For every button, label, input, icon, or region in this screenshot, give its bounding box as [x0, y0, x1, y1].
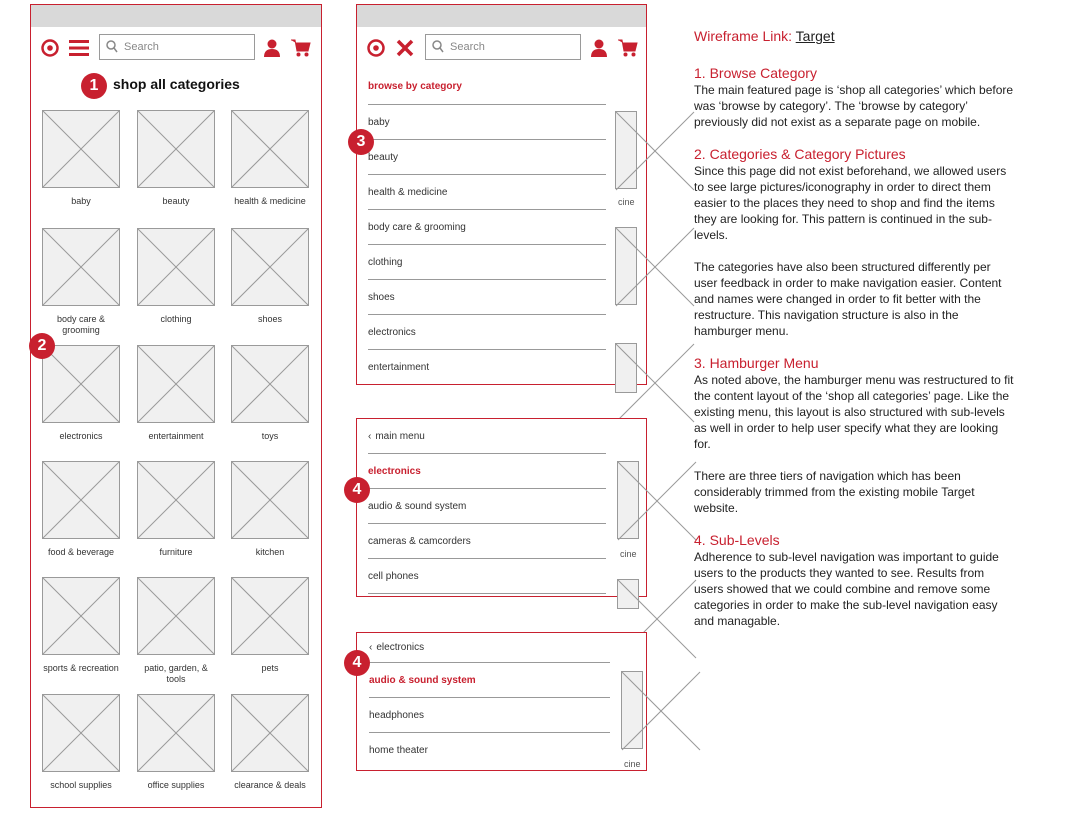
cart-icon[interactable]	[291, 39, 311, 62]
section-2-body: Since this page did not exist beforehand, we allowed users to see large pictures/iconography in order to direct them easier to the places they need to shop and find the items they are looking for. This pattern is continued in the sub-levels.	[694, 164, 1007, 242]
category-tile[interactable]	[231, 577, 309, 655]
category-label[interactable]: kitchen	[255, 547, 285, 557]
category-tile[interactable]	[231, 228, 309, 306]
annotation-badge-3: 3	[348, 129, 374, 155]
annotation-badge-4b: 4	[344, 650, 370, 676]
category-label[interactable]: entertainment	[148, 431, 204, 441]
image-placeholder-icon	[43, 578, 119, 654]
section-4-body: Adherence to sub-level navigation was important to guide users to the products they wanted to see. Results from users showed that we could combine and remove some categories in order to make the sub-level navigation easy and managable.	[694, 550, 999, 628]
menu-item-baby[interactable]: baby	[368, 105, 606, 140]
menu-item-shoes[interactable]: shoes	[368, 280, 606, 315]
menu-item-cell-phones[interactable]: cell phones	[368, 559, 606, 594]
category-tile[interactable]	[42, 228, 120, 306]
account-icon[interactable]	[264, 39, 280, 62]
wireframe-link[interactable]: Target	[795, 28, 835, 44]
search-input[interactable]	[425, 34, 581, 60]
peek-label: cine	[620, 549, 637, 559]
image-placeholder-icon	[138, 462, 214, 538]
target-logo-icon[interactable]	[41, 39, 59, 62]
image-placeholder-icon	[232, 695, 308, 771]
status-bar	[31, 5, 321, 27]
screen-electronics-sublevel	[352, 418, 647, 597]
section-3-body: As noted above, the hamburger menu was restructured to fit the content layout of the ‘shop all categories’ page. Like the existing menu, this layout is also structured with sub-levels as well in order to help user specify what they are looking for.	[694, 373, 1014, 451]
peek-tile	[615, 227, 637, 305]
sublevel-menu-list	[369, 633, 610, 768]
section-3-title: 3. Hamburger Menu	[694, 355, 819, 371]
image-placeholder-icon	[232, 229, 308, 305]
category-tile[interactable]	[42, 461, 120, 539]
category-label[interactable]: electronics	[59, 431, 103, 441]
chevron-left-icon: ‹	[368, 430, 372, 442]
back-to-main-menu[interactable]	[368, 419, 606, 454]
menu-item-headphones[interactable]: headphones	[369, 698, 610, 733]
category-tile[interactable]	[231, 110, 309, 188]
back-label: electronics	[376, 642, 425, 653]
screen-shop-all-categories	[30, 4, 322, 808]
menu-item-audio[interactable]: audio & sound system	[368, 489, 606, 524]
category-label[interactable]: school supplies	[50, 780, 112, 790]
screen-audio-sublevel	[352, 632, 647, 771]
category-tile[interactable]	[42, 694, 120, 772]
image-placeholder-icon	[138, 229, 214, 305]
category-tile[interactable]	[137, 345, 215, 423]
peek-tile	[617, 579, 639, 609]
category-label[interactable]: patio, garden, & tools	[144, 663, 208, 684]
category-tile[interactable]	[231, 345, 309, 423]
chevron-left-icon: ‹	[369, 642, 373, 653]
category-label[interactable]: office supplies	[147, 780, 205, 790]
peek-tile	[617, 461, 639, 539]
screen-hamburger-menu	[356, 4, 647, 385]
menu-item-electronics[interactable]: electronics	[368, 315, 606, 350]
category-tile[interactable]	[231, 461, 309, 539]
peek-label: cine	[618, 197, 635, 207]
image-placeholder-icon	[232, 111, 308, 187]
section-4-title: 4. Sub-Levels	[694, 532, 780, 548]
search-placeholder: Search	[124, 41, 159, 53]
image-placeholder-icon	[138, 578, 214, 654]
category-label[interactable]: health & medicine	[234, 196, 306, 206]
category-label[interactable]: clothing	[160, 314, 192, 324]
category-label[interactable]: beauty	[162, 196, 190, 206]
section-2-title: 2. Categories & Category Pictures	[694, 146, 906, 162]
menu-item-beauty[interactable]: beauty	[368, 140, 606, 175]
menu-item-clothing[interactable]: clothing	[368, 245, 606, 280]
image-placeholder-icon	[43, 462, 119, 538]
category-label[interactable]: pets	[261, 663, 279, 673]
category-label[interactable]: furniture	[159, 547, 193, 557]
image-placeholder-icon	[43, 229, 119, 305]
close-icon[interactable]	[397, 40, 413, 61]
section-1-body: The main featured page is ‘shop all categories’ which before was ‘browse by category’. The ‘browse by category’ previously did not exist as a separate page on mobile.	[694, 83, 1014, 129]
hamburger-menu-icon[interactable]	[69, 39, 89, 62]
menu-item-body-care[interactable]: body care & grooming	[368, 210, 606, 245]
peek-tile	[615, 111, 637, 189]
sublevel-heading: audio & sound system	[369, 663, 610, 698]
menu-item-health[interactable]: health & medicine	[368, 175, 606, 210]
annotation-badge-2: 2	[29, 333, 55, 359]
category-tile[interactable]	[137, 577, 215, 655]
category-label[interactable]: shoes	[257, 314, 283, 324]
category-label[interactable]: body care & grooming	[56, 314, 106, 335]
category-label[interactable]: sports & recreation	[43, 663, 119, 673]
cart-icon[interactable]	[618, 39, 638, 62]
annotation-badge-4: 4	[344, 477, 370, 503]
image-placeholder-icon	[138, 111, 214, 187]
menu-item-entertainment[interactable]: entertainment	[368, 362, 430, 373]
search-icon	[106, 40, 118, 54]
search-placeholder: Search	[450, 41, 485, 53]
category-menu-list	[368, 69, 606, 385]
image-placeholder-icon	[138, 695, 214, 771]
back-to-electronics[interactable]	[369, 633, 610, 663]
category-label[interactable]: toys	[261, 431, 279, 441]
back-label: main menu	[375, 430, 425, 442]
sublevel-heading: electronics	[368, 454, 606, 489]
category-label[interactable]: clearance & deals	[234, 780, 306, 790]
menu-heading: browse by category	[368, 69, 606, 105]
category-label[interactable]: baby	[71, 196, 91, 206]
category-tile[interactable]	[137, 110, 215, 188]
peek-label: cine	[624, 759, 641, 769]
category-tile[interactable]	[42, 110, 120, 188]
image-placeholder-icon	[43, 695, 119, 771]
account-icon[interactable]	[591, 39, 607, 62]
wireframe-label: Wireframe Link:	[694, 28, 793, 44]
category-tile[interactable]	[137, 461, 215, 539]
sublevel-menu-list	[368, 419, 606, 594]
section-1-title: 1. Browse Category	[694, 65, 817, 81]
search-icon	[432, 40, 444, 54]
status-bar	[357, 5, 646, 27]
peek-tile	[621, 671, 643, 749]
page-title: shop all categories	[113, 76, 240, 92]
wireframe-link-line	[694, 28, 1014, 45]
category-label[interactable]: food & beverage	[47, 547, 115, 557]
image-placeholder-icon	[43, 346, 119, 422]
image-placeholder-icon	[232, 578, 308, 654]
search-input[interactable]	[99, 34, 255, 60]
category-tile[interactable]	[42, 577, 120, 655]
target-logo-icon[interactable]	[367, 39, 385, 62]
section-2-body-2: The categories have also been structured differently per user feedback in order to make navigation easier. Content and names were changed in order to fit better with the restructure. This navigation structure is also in the hamburger menu.	[694, 260, 1002, 338]
annotation-badge-1: 1	[81, 73, 107, 99]
category-tile[interactable]	[231, 694, 309, 772]
section-3-body-2: There are three tiers of navigation which has been considerably trimmed from the existing mobile Target website.	[694, 469, 975, 515]
peek-tile	[615, 343, 637, 393]
image-placeholder-icon	[232, 462, 308, 538]
image-placeholder-icon	[232, 346, 308, 422]
category-tile[interactable]	[137, 228, 215, 306]
menu-item-cameras[interactable]: cameras & camcorders	[368, 524, 606, 559]
notes-panel	[694, 28, 1014, 629]
image-placeholder-icon	[138, 346, 214, 422]
category-tile[interactable]	[42, 345, 120, 423]
image-placeholder-icon	[43, 111, 119, 187]
menu-item-home-theater[interactable]: home theater	[369, 745, 428, 756]
category-tile[interactable]	[137, 694, 215, 772]
